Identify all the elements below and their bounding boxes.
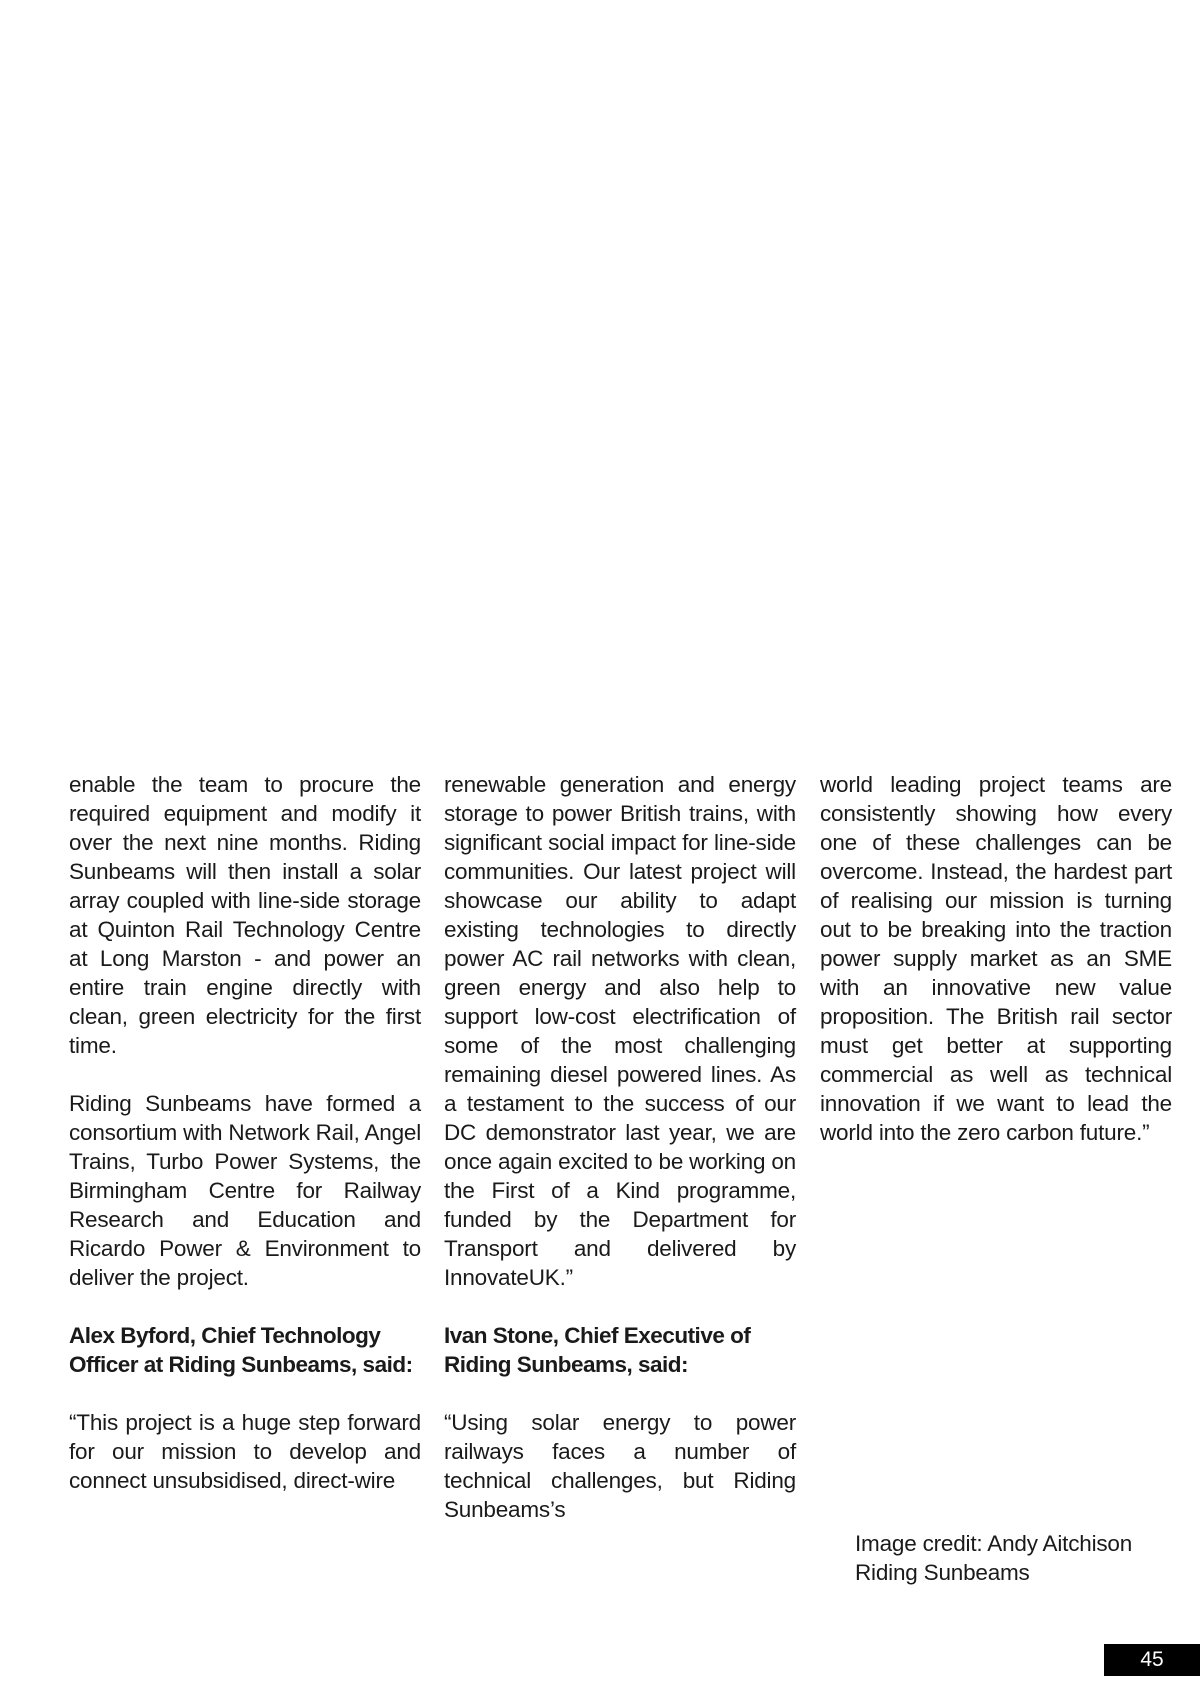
quote-attribution-heading: Ivan Stone, Chief Executive of Riding Sunbeams, said:	[444, 1323, 751, 1377]
text-column-1	[69, 770, 421, 1495]
paragraph: enable the team to procure the required equipment and modify it over the next nine months. Riding Sunbeams will then install a solar array coupled with line-side storage at Quinton Rail Technology Centre at Long Marston - and power an entire train engine directly with clean, green electricity for the first time.	[69, 772, 421, 1058]
paragraph: “This project is a huge step forward for our mission to develop and connect unsubsidised, direct-wire	[69, 1410, 421, 1493]
image-area	[0, 0, 1200, 760]
text-column-3	[820, 770, 1172, 1147]
image-credit-line: Image credit: Andy Aitchison	[855, 1531, 1133, 1556]
quote-attribution-heading: Alex Byford, Chief Technology Officer at Riding Sunbeams, said:	[69, 1323, 413, 1377]
paragraph: renewable generation and energy storage to power British trains, with significant social impact for line-side communities. Our latest project will showcase our ability to adapt existing technologies to directly power AC rail networks with clean, green energy and also help to support low-cost electrification of some of the most challenging remaining diesel powered lines. As a testament to the success of our DC demonstrator last year, we are once again excited to be working on the First of a Kind programme, funded by the Department for Transport and delivered by InnovateUK.”	[444, 772, 796, 1290]
image-credit-line: Riding Sunbeams	[855, 1560, 1030, 1585]
text-column-2	[444, 770, 796, 1524]
paragraph: “Using solar energy to power railways faces a number of technical challenges, but Riding Sunbeams’s	[444, 1410, 796, 1522]
page-number: 45	[1104, 1644, 1200, 1676]
paragraph: world leading project teams are consistently showing how every one of these challenges can be overcome. Instead, the hardest part of realising our mission is turning out to be breaking into the traction power supply market as an SME with an innovative new value proposition. The British rail sector must get better at supporting commercial as well as technical innovation if we want to lead the world into the zero carbon future.”	[820, 772, 1172, 1145]
image-credit	[855, 1529, 1132, 1587]
paragraph: Riding Sunbeams have formed a consortium with Network Rail, Angel Trains, Turbo Power Systems, the Birmingham Centre for Railway Research and Education and Ricardo Power & Environment to deliver the project.	[69, 1091, 421, 1290]
